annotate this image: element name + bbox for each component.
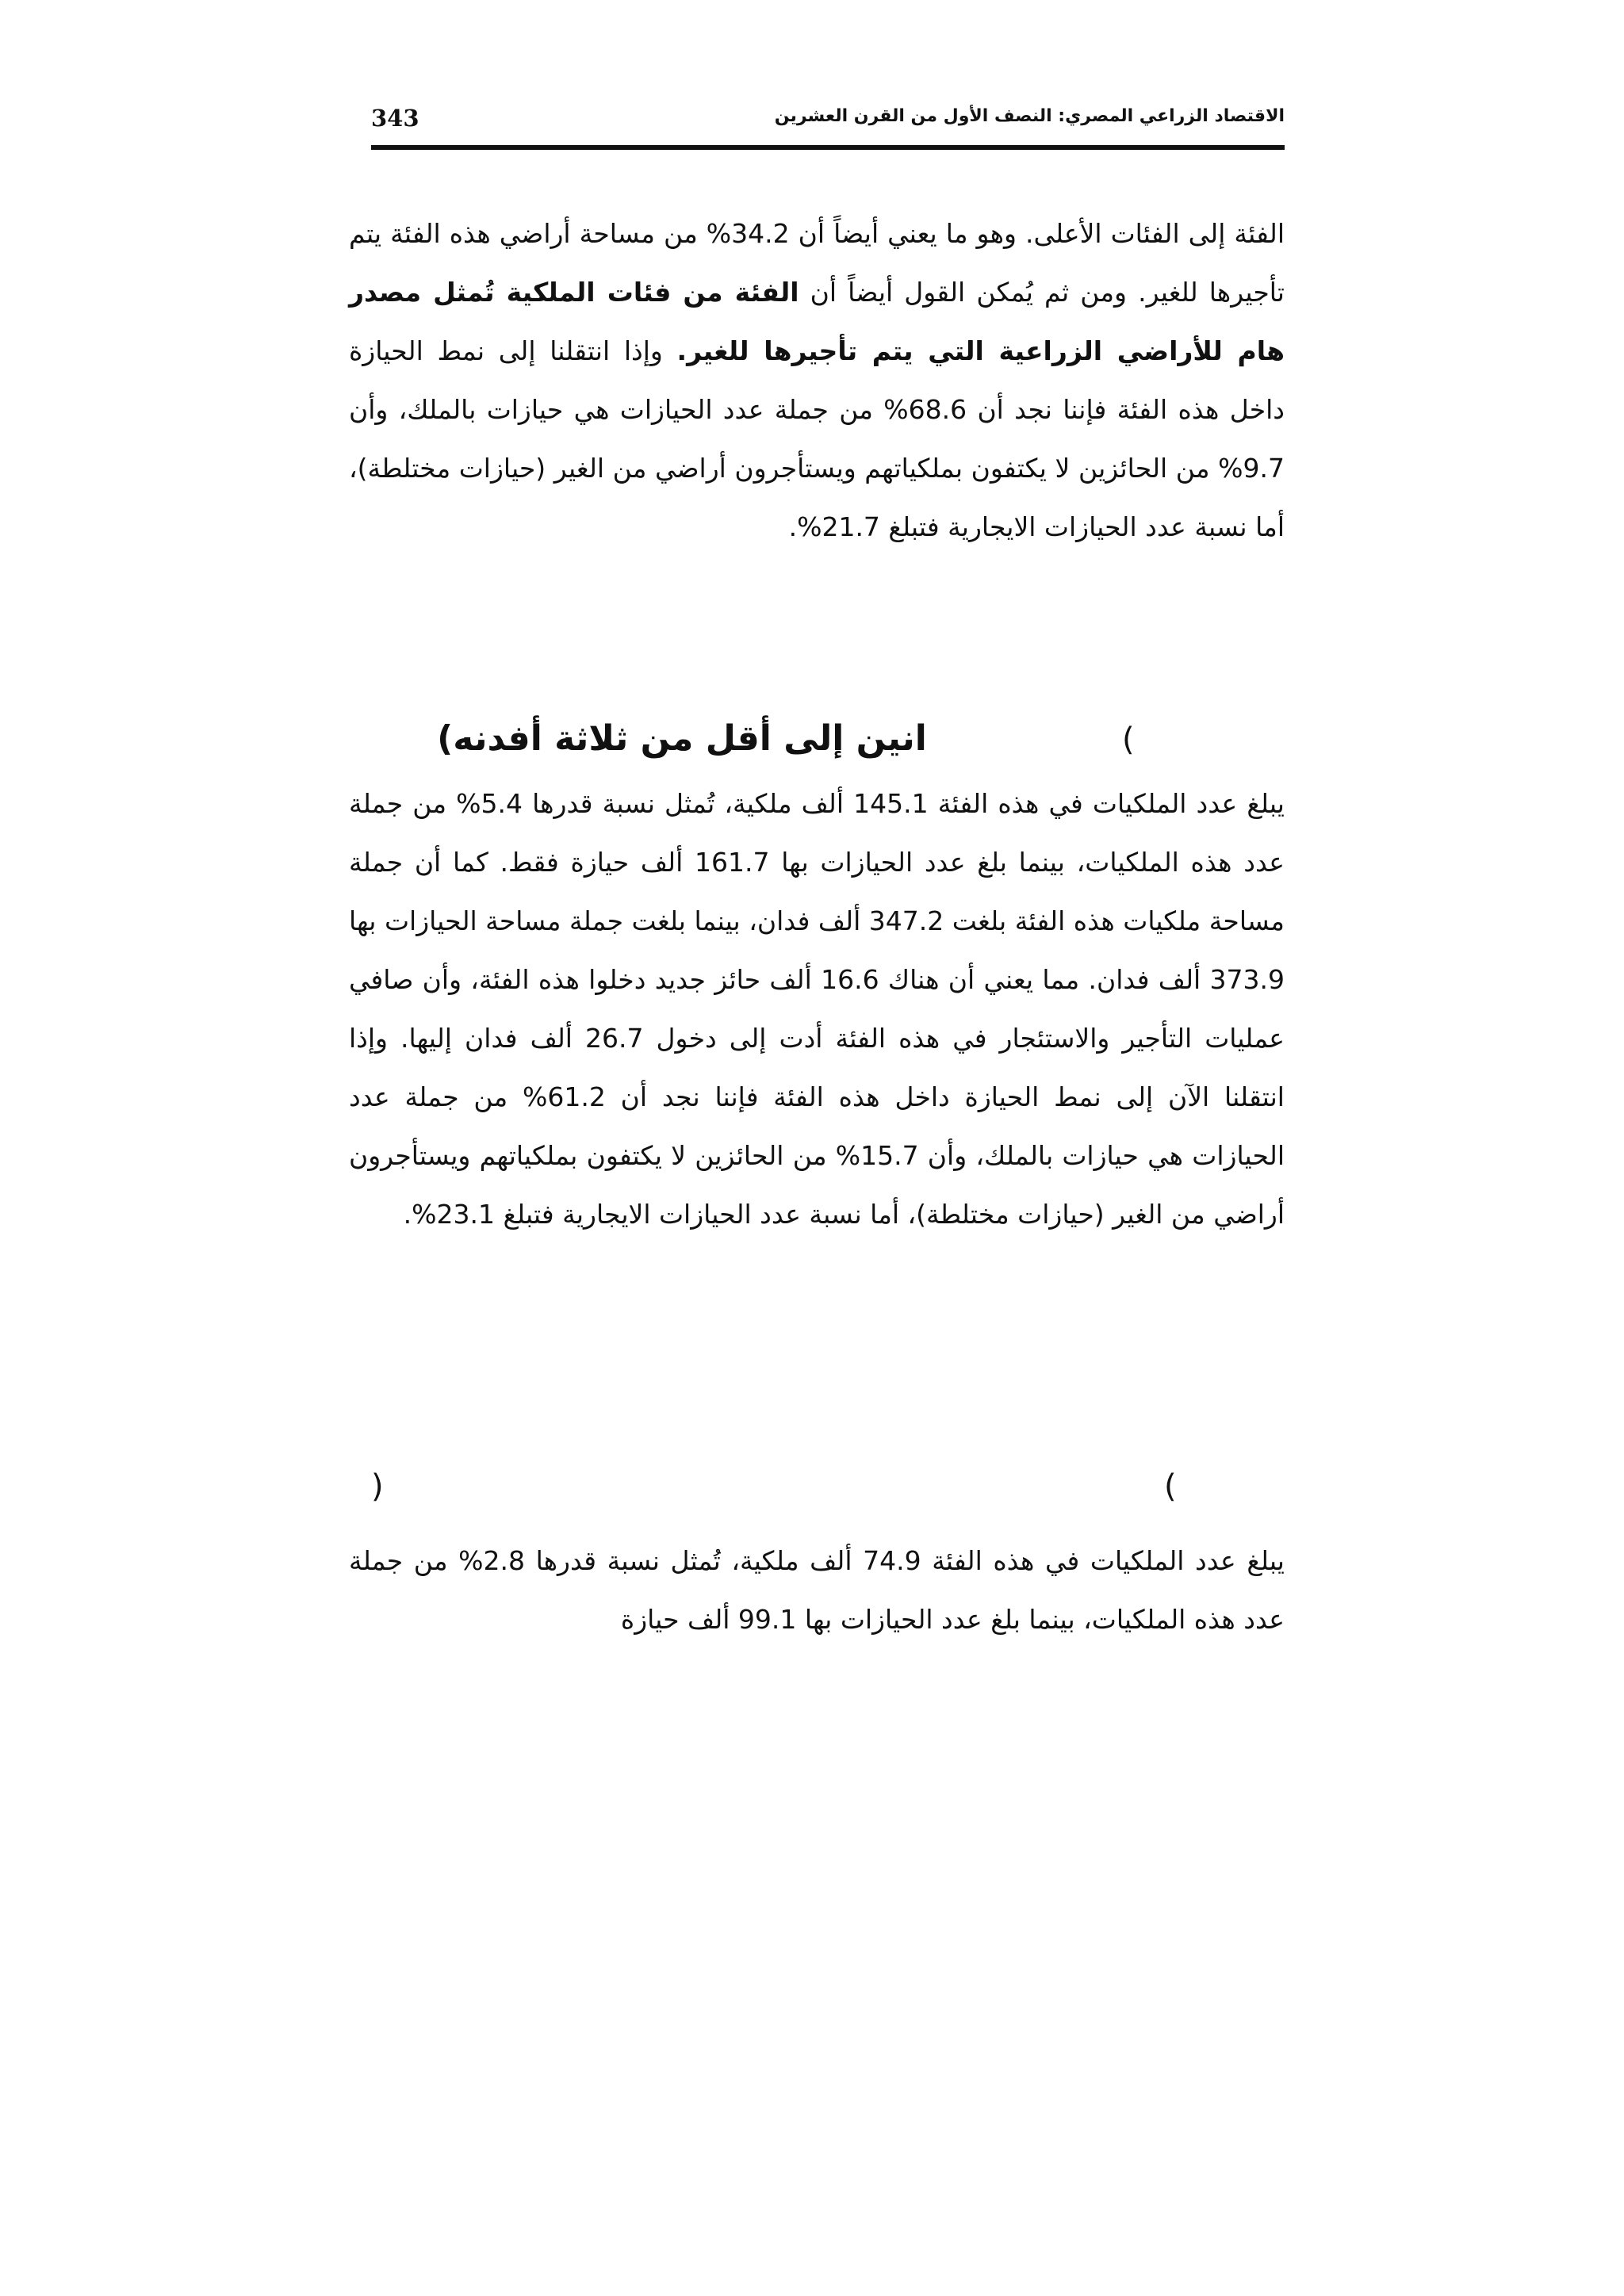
header-rule (371, 145, 1285, 150)
section-3-open-paren: ( (1164, 1468, 1177, 1505)
paragraph-1-text-a: الفئة إلى الفئات الأعلى. وهو ما يعني أيضاً أن 34.2% من مساحة أراضي هذه الفئة يتم تأجيرها للغير. ومن ثم يُمكن القول أيضاً أن (349, 218, 1285, 308)
running-title: الاقتصاد الزراعي المصري: النصف الأول من القرن العشرين (774, 106, 1285, 126)
paragraph-1-bold-text: الفئة من فئات الملكية تُمثل مصدر هام للأراضي الزراعية التي يتم تأجيرها للغير. (349, 277, 1285, 366)
section-2-open-paren: ( (1122, 721, 1135, 758)
section-2-body: يبلغ عدد الملكيات في هذه الفئة 145.1 ألف ملكية، تُمثل نسبة قدرها 5.4% من جملة عدد هذه الملكيات، بينما بلغ عدد الحيازات بها 161.7 ألف حيازة فقط. كما أن جملة مساحة ملكيات هذه الفئة بلغت 347.2 ألف فدان، بينما بلغت جملة مساحة الحيازات بها 373.9 ألف فدان. مما يعني أن هناك 16.6 ألف حائز جديد دخلوا هذه الفئة، وأن صافي عمليات التأجير والاستئجار في هذه الفئة أدت إلى دخول 26.7 ألف فدان إليها. وإذا انتقلنا الآن إلى نمط الحيازة داخل هذه الفئة فإننا نجد أن 61.2% من جملة عدد الحيازات هي حيازات بالملك، وأن 15.7% من الحائزين لا يكتفون بملكياتهم ويستأجرون أراضي من الغير (حيازات مختلطة)، أما نسبة عدد الحيازات الايجارية فتبلغ 23.1%. (349, 788, 1285, 1230)
page-header (371, 101, 1285, 141)
paragraph-1-text-b: وإذا انتقلنا إلى نمط الحيازة داخل هذه الفئة فإننا نجد أن 68.6% من جملة عدد الحيازات هي حيازات بالملك، وأن 9.7% من الحائزين لا يكتفون بملكياتهم ويستأجرون أراضي من الغير (حيازات مختلطة)، أما نسبة عدد الحيازات الايجارية فتبلغ 21.7%. (349, 335, 1285, 542)
page-number: 343 (371, 105, 419, 132)
section-2-heading: انين إلى أقل من ثلاثة أفدنه) (437, 718, 927, 759)
section-3-close-paren: ) (371, 1468, 384, 1505)
paragraph-1 (349, 205, 1285, 557)
section-3-body: يبلغ عدد الملكيات في هذه الفئة 74.9 ألف ملكية، تُمثل نسبة قدرها 2.8% من جملة عدد هذه الملكيات، بينما بلغ عدد الحيازات بها 99.1 ألف حيازة (349, 1545, 1285, 1635)
